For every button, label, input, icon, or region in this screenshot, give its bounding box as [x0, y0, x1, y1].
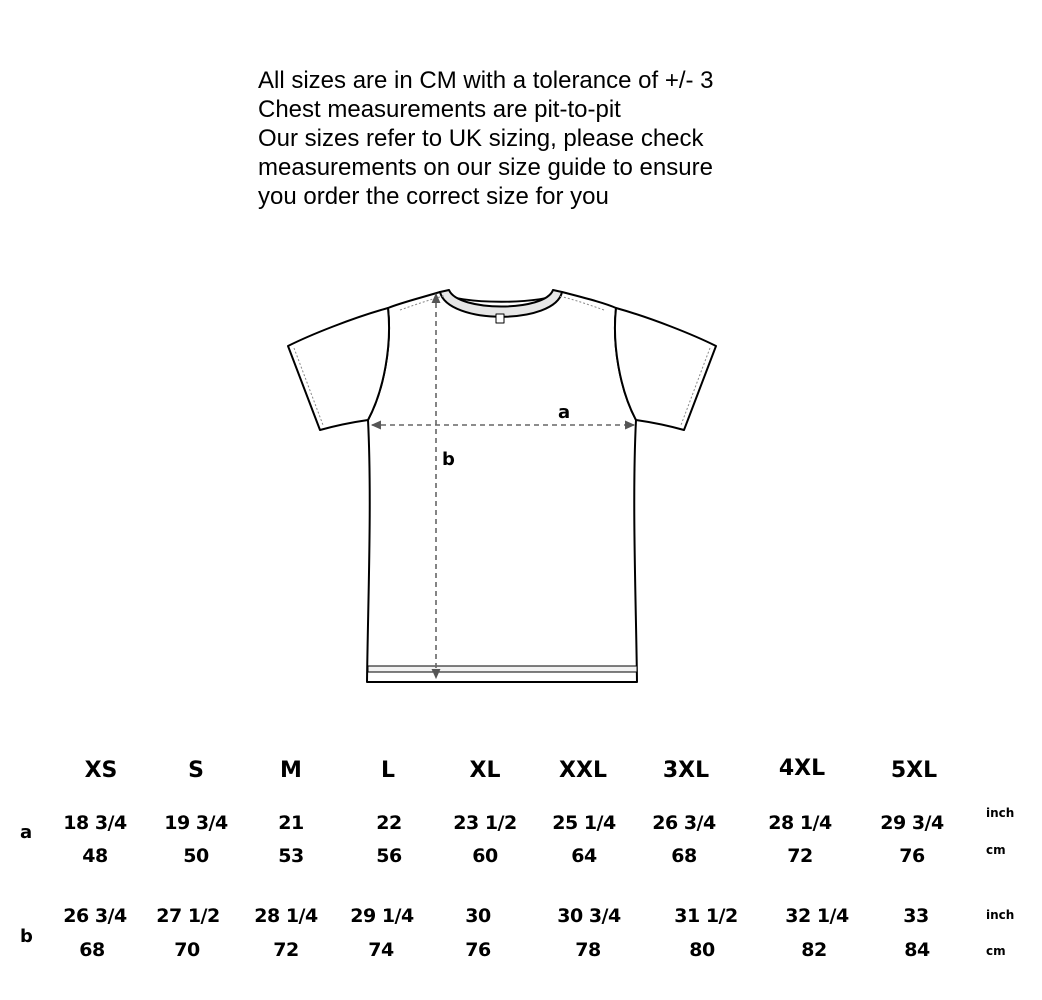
row-label-a: a: [20, 822, 33, 843]
tshirt-diagram: [280, 280, 730, 700]
size-header: 4XL: [778, 756, 826, 781]
note-line: Chest measurements are pit-to-pit: [258, 96, 621, 123]
row-b-cm: 84: [904, 939, 930, 961]
row-b-inch: 26 3/4: [63, 905, 127, 927]
row-a-cm: 48: [82, 845, 108, 867]
row-a-cm: 56: [376, 845, 402, 867]
row-a-cm: 64: [571, 845, 597, 867]
neck-label: [496, 314, 504, 323]
size-header: M: [280, 758, 302, 783]
shirt-body: [367, 292, 637, 682]
row-b-inch: 28 1/4: [254, 905, 318, 927]
row-a-inch: 21: [278, 812, 304, 834]
row-b-cm: 70: [174, 939, 200, 961]
row-b-cm: 80: [689, 939, 715, 961]
row-a-cm: 68: [671, 845, 697, 867]
row-a-inch: 23 1/2: [453, 812, 517, 834]
note-line: Our sizes refer to UK sizing, please check: [258, 125, 704, 152]
unit-cm: cm: [986, 843, 1006, 857]
row-a-inch: 28 1/4: [768, 812, 832, 834]
row-b-cm: 72: [273, 939, 299, 961]
row-a-cm: 50: [183, 845, 209, 867]
unit-cm: cm: [986, 944, 1006, 958]
row-label-b: b: [20, 926, 33, 947]
size-notes: [258, 66, 858, 211]
row-a-inch: 19 3/4: [164, 812, 228, 834]
size-header: XXL: [559, 758, 607, 783]
row-a-inch: 29 3/4: [880, 812, 944, 834]
row-b-cm: 76: [465, 939, 491, 961]
row-a-inch: 26 3/4: [652, 812, 716, 834]
row-b-inch: 33: [903, 905, 929, 927]
note-line: All sizes are in CM with a tolerance of +/- 3: [258, 67, 714, 94]
row-b-inch: 30: [465, 905, 491, 927]
row-b-inch: 29 1/4: [350, 905, 414, 927]
row-b-cm: 74: [368, 939, 394, 961]
size-header: L: [380, 758, 396, 783]
label-a: a: [558, 402, 571, 423]
row-a-inch: 25 1/4: [552, 812, 616, 834]
unit-inch: inch: [986, 806, 1015, 820]
row-b-inch: 27 1/2: [156, 905, 220, 927]
note-line: measurements on our size guide to ensure: [258, 154, 713, 181]
size-header: XS: [84, 758, 118, 783]
label-b: b: [442, 449, 455, 470]
hem-band: [368, 666, 637, 672]
unit-inch: inch: [986, 908, 1015, 922]
note-line: you order the correct size for you: [258, 183, 609, 210]
row-a-cm: 60: [472, 845, 498, 867]
size-header: 5XL: [890, 758, 938, 783]
row-a-cm: 76: [899, 845, 925, 867]
row-b-cm: 78: [575, 939, 601, 961]
row-b-cm: 82: [801, 939, 827, 961]
row-b-inch: 30 3/4: [557, 905, 621, 927]
size-header: S: [188, 758, 204, 783]
row-a-cm: 53: [278, 845, 304, 867]
row-a-inch: 22: [376, 812, 402, 834]
size-header: 3XL: [662, 758, 710, 783]
row-b-inch: 32 1/4: [785, 905, 849, 927]
row-a-inch: 18 3/4: [63, 812, 127, 834]
row-b-cm: 68: [79, 939, 105, 961]
row-a-cm: 72: [787, 845, 813, 867]
row-b-inch: 31 1/2: [674, 905, 738, 927]
size-header: XL: [469, 758, 501, 783]
